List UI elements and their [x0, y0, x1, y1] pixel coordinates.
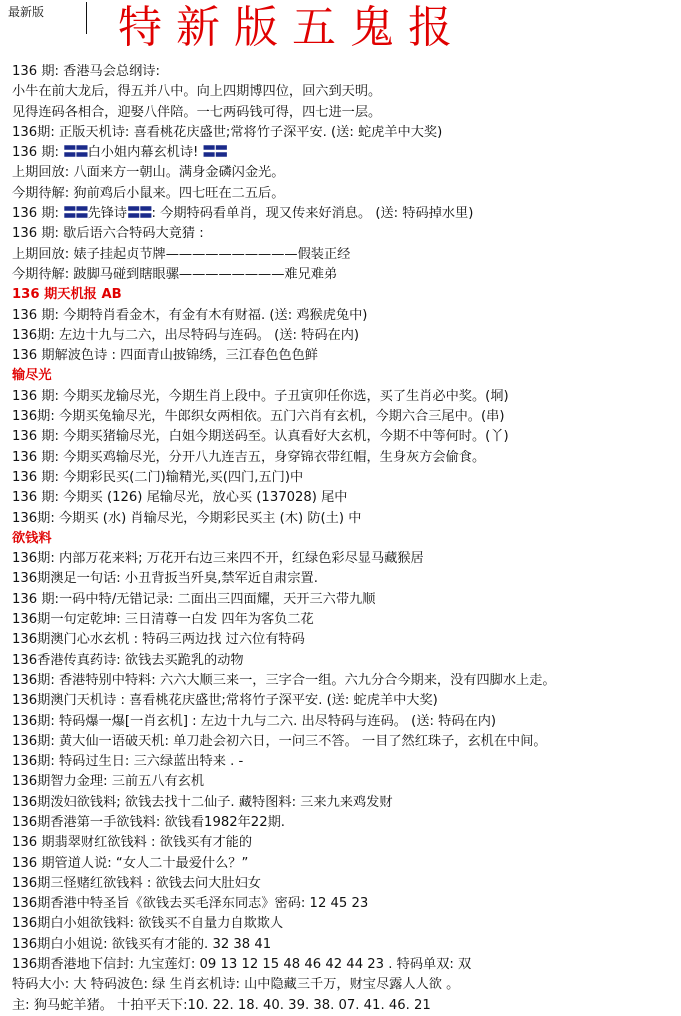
text-line: 主: 狗马蛇羊猪。 十拍平天下:10. 22. 18. 40. 39. 38. 07. 41. 46. 21 [12, 997, 431, 1013]
text-line: 136期: 左边十九与二六，出尽特码与连码。 (送: 特码在内) [12, 327, 360, 343]
text-line: 136 期: 今期买龙输尽光，今期生肖上段中。子丑寅卯任你选，买了生肖必中奖。(垌) [12, 388, 509, 404]
text-line: 136 期: 今期买 (126) 尾输尽光，放心买 (137028) 尾中 [12, 490, 348, 506]
text-line: 上期回放: 婊子挂起贞节牌——————————假装正经 [12, 246, 351, 262]
text-line: 136 期解波色诗 : 四面青山披锦绣，三江春色色色鲜 [12, 348, 318, 364]
text-line: 136期: 香港特别中特料: 六六大顺三来一，三字合一组。六九分合今期来，没有四脚水上走。 [12, 672, 556, 688]
line-segment: : 今期特码看单肖，现又传来好消息。 (送: 特码掉水里) [151, 206, 474, 222]
text-line: 136期: 正版天机诗: 喜看桃花庆盛世;常将竹子深平安. (送: 蛇虎羊中大奖) [12, 124, 443, 140]
text-line: 136期: 特码爆一爆[一肖玄机] : 左边十九与二六. 出尽特码与连码。 (送: 特码在内) [12, 713, 497, 729]
text-line: 136期澳门心水玄机 : 特码三两边找 过六位有特码 [12, 632, 305, 648]
text-line [12, 204, 676, 224]
line-segment: 136 期: [12, 145, 64, 161]
text-line: 136 期管道人说: “女人二十最爱什么？” [12, 855, 249, 871]
text-line: 136期白小姐欲钱料: 欲钱买不自量力自欺欺人 [12, 916, 284, 932]
decorative-bar: 〓〓 [127, 206, 152, 222]
text-line: 136 期: 今期买鸡输尽光，分开八九连吉五，身穿锦衣带红帽，生身灰方会偷食。 [12, 449, 486, 465]
text-line: 136期智力金理: 三前五八有玄机 [12, 774, 205, 790]
text-line: 136 期:一码中特/无错记录: 二面出三四面耀，天开三六带九顺 [12, 591, 376, 607]
section-heading: 输尽光 [12, 368, 52, 384]
page-header [0, 0, 681, 62]
text-line: 136 期: 歇后语六合特码大竟猜 : [12, 226, 204, 242]
text-line: 136期: 黄大仙一语破天机: 单刀赴会初六日，一问三不答。 一目了然红珠子，玄机在中间。 [12, 733, 547, 749]
text-line: 136期香港中特圣旨《欲钱去买毛泽东同志》密码: 12 45 23 [12, 896, 369, 912]
text-line: 136期香港第一手欲钱料: 欲钱看1982年22期. [12, 814, 285, 830]
text-line: 今期待解: 狗前鸡后小鼠来。四七旺在二五后。 [12, 185, 285, 201]
text-line: 上期回放: 八面来方一朝山。满身金磷闪金光。 [12, 165, 285, 181]
text-line: 136期三怪赌红欲钱料 : 欲钱去问大肚妇女 [12, 875, 261, 891]
section-heading: 136 期天机报 AB [12, 287, 122, 303]
text-line: 136期澳足一句话: 小丑背扳当歼臭,禁军近自肃宗置. [12, 571, 318, 587]
text-line: 136 期: 今期特肖看金木，有金有木有财福. (送: 鸡猴虎兔中) [12, 307, 368, 323]
text-line: 136期: 内部万花来料; 万花开右边三来四不开，红绿色彩尽显马藏猴居 [12, 551, 424, 567]
text-line: 136期: 今期买 (水) 肖输尽光，今期彩民买主 (木) 防(土) 中 [12, 510, 362, 526]
decorative-bar: 〓〓 [202, 145, 227, 161]
text-line: 136香港传真药诗: 欲钱去买跪乳的动物 [12, 652, 244, 668]
text-line [12, 143, 676, 163]
text-line: 小牛在前大龙后，得五并八中。向上四期博四位，回六到天明。 [12, 84, 382, 100]
text-line: 136 期: 今期买猪输尽光，白姐今期送码至。认真看好大玄机，今期不中等何时。(丫) [12, 429, 509, 445]
text-line: 136 期: 香港马会总纲诗: [12, 64, 160, 79]
article-body [12, 62, 676, 1016]
text-line: 136期白小姐说: 欲钱买有才能的. 32 38 41 [12, 936, 272, 952]
decorative-bar: 〓〓 [63, 206, 88, 222]
line-segment: 白小姐内幕玄机诗! [87, 145, 203, 161]
text-line: 136期香港地下信封: 九宝莲灯: 09 13 12 15 48 46 42 44 23 . 特码单双: 双 [12, 957, 472, 973]
section-heading: 欲钱料 [12, 530, 52, 546]
line-segment: 先锋诗 [87, 206, 128, 222]
text-line: 见得连码各相合，迎娶八伴陪。一七两码钱可得，四七进一层。 [12, 104, 382, 120]
line-segment: 136 期: [12, 206, 64, 222]
text-line: 136期: 特码过生日: 三六绿蓝出特来 . - [12, 754, 244, 770]
text-line: 136期泼妇欲钱料; 欲钱去找十二仙子. 藏特图料: 三来九来鸡发财 [12, 794, 393, 810]
page-title: 特新版五鬼报 [118, 2, 466, 53]
text-line: 特码大小: 大 特码波色: 绿 生肖玄机诗: 山中隐藏三千万，财宝尽露人人欲 。 [12, 977, 460, 993]
edition-badge: 最新版 [8, 5, 45, 19]
decorative-bar: 〓〓 [63, 145, 88, 161]
text-line: 136期澳门天机诗 : 喜看桃花庆盛世;常将竹子深平安. (送: 蛇虎羊中大奖) [12, 693, 438, 709]
text-line: 136期一句定乾坤: 三日清尊一白发 四年为客负二花 [12, 612, 314, 628]
text-line: 136 期: 今期彩民买(二门)输精光,买(四门,五门)中 [12, 469, 304, 485]
text-line: 136期: 今期买兔输尽光，牛郎织女两相依。五门六肖有玄机，今期六合三尾中。(串) [12, 409, 505, 425]
text-line: 136 期翡翠财红欲钱料 : 欲钱买有才能的 [12, 835, 253, 851]
text-line: 今期待解: 跛脚马碰到瞎眼骡————————难兄难弟 [12, 266, 338, 282]
header-divider [86, 2, 87, 34]
